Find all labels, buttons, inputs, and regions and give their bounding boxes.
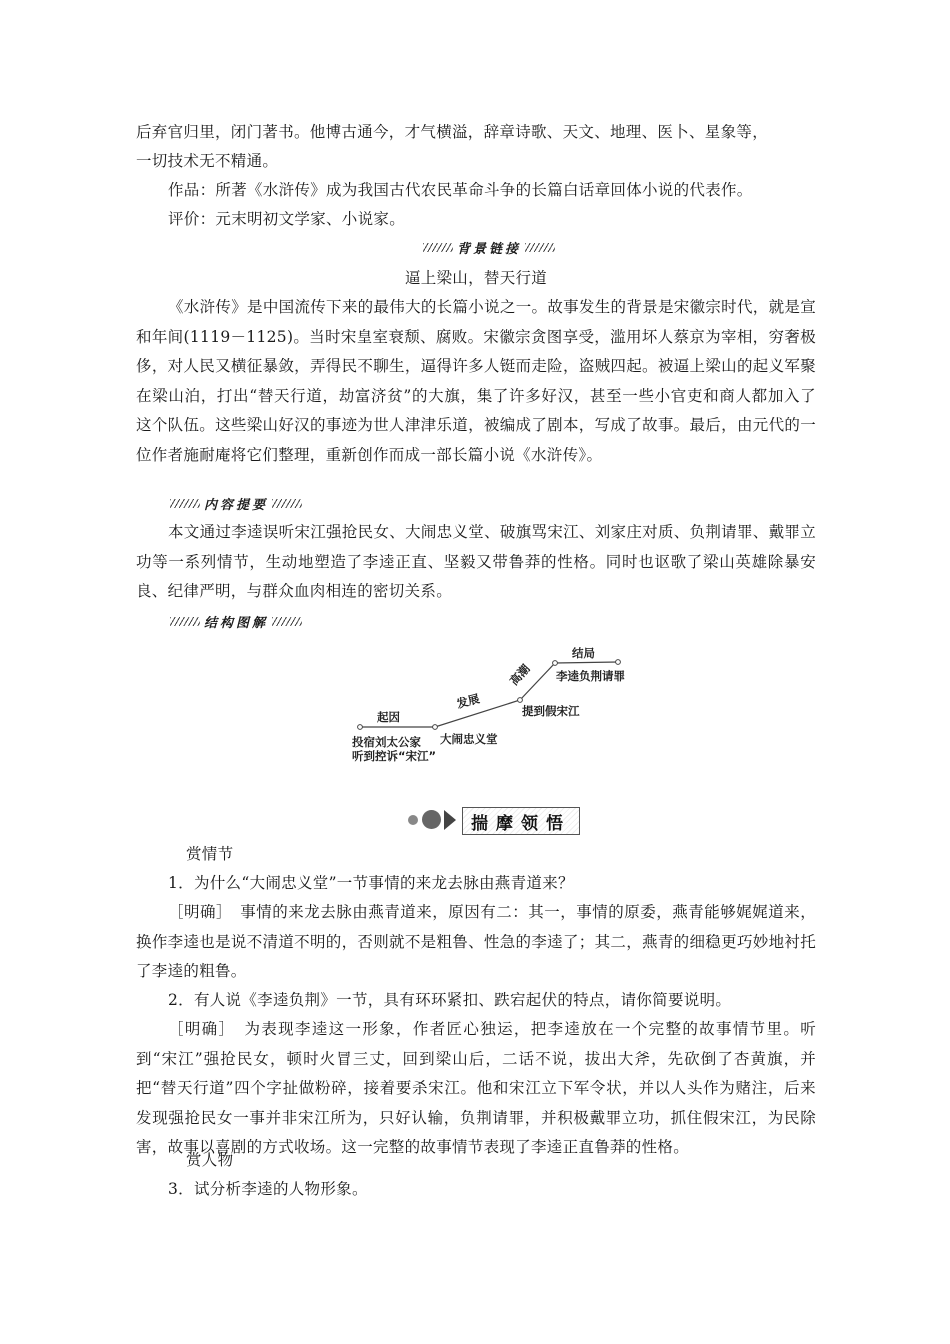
summary-heading bbox=[170, 494, 302, 513]
stage-ending-label: 结局 bbox=[572, 646, 595, 660]
evaluation-paragraph: 评价：元末明初文学家、小说家。 bbox=[168, 210, 406, 228]
summary-paragraph: 本文通过李逵误听宋江强抢民女、大闹忠义堂、破旗骂宋江、刘家庄对质、负荆请罪、戴罪立功等一系列情节，生动地塑造了李逵正直、坚毅又带鲁莽的性格。同时也讴歌了梁山英雄除暴安良、纪律严明，与群众血肉相连的密切关系。 bbox=[136, 523, 816, 600]
event-cause-line1: 投宿刘太公家 bbox=[352, 735, 421, 749]
hatch-decoration-icon bbox=[423, 243, 453, 252]
question-2: 2．有人说《李逵负荆》一节，具有环环紧扣、跌宕起伏的特点，请你简要说明。 bbox=[168, 991, 732, 1009]
hatch-decoration-icon bbox=[272, 499, 302, 508]
node-develop bbox=[518, 698, 523, 703]
hatch-decoration-icon bbox=[170, 499, 200, 508]
structure-diagram bbox=[340, 640, 660, 770]
arrow-right-icon bbox=[444, 810, 456, 830]
background-heading-text: 背景链接 bbox=[457, 242, 522, 257]
answer-2: ［明确］ 为表现李逵这一形象，作者匠心独运，把李逵放在一个完整的故事情节里。听到“宋江”强抢民女，顿时火冒三丈，回到梁山后，二话不说，拔出大斧，先砍倒了杏黄旗，并把“替天行道”四个字扯做粉碎，接着要杀宋江。他和宋江立下军令状，并以人头作为赌注，后来发现强抢民女一事并非宋江所为，只好认输，负荆请罪，并积极戴罪立功，抓住假宋江，为民除害，故事以喜剧的方式收场。这一完整的故事情节表现了李逵正直鲁莽的性格。 bbox=[136, 1020, 816, 1156]
hatch-decoration-icon bbox=[170, 617, 200, 626]
hatch-decoration-icon bbox=[525, 243, 555, 252]
structure-heading bbox=[170, 612, 302, 631]
question-3: 3．试分析李逵的人物形象。 bbox=[168, 1180, 368, 1198]
answer-1: ［明确］ 事情的来龙去脉由燕青道来，原因有二：其一，事情的原委，燕青能够娓娓道来，换作李逵也是说不清道不明的，否则就不是粗鲁、性急的李逵了；其二，燕青的细稳更巧妙地衬托了李逵的粗鲁。 bbox=[136, 903, 816, 980]
subheading-plot: 赏情节 bbox=[186, 845, 234, 863]
event-develop: 大闹忠义堂 bbox=[440, 732, 498, 746]
node-cause bbox=[433, 725, 438, 730]
dot-small-icon bbox=[408, 815, 418, 825]
summary-heading-text: 内容提要 bbox=[204, 498, 269, 513]
works-paragraph: 作品：所著《水浒传》成为我国古代农民革命斗争的长篇白话章回体小说的代表作。 bbox=[168, 181, 753, 199]
stage-develop-label: 发展 bbox=[455, 691, 481, 711]
section-banner bbox=[408, 803, 588, 837]
event-ending: 李逵负荆请罪 bbox=[556, 669, 625, 683]
section-banner-title: 揣摩领悟 bbox=[462, 807, 580, 835]
background-paragraph: 《水浒传》是中国流传下来的最伟大的长篇小说之一。故事发生的背景是宋徽宗时代，就是宣和年间(1119－1125)。当时宋皇室衰颓、腐败。宋徽宗贪图享受，滥用坏人蔡京为宰相，穷奢极侈，对人民又横征暴敛，弄得民不聊生，逼得许多人铤而走险，盗贼四起。被逼上梁山的起义军聚在梁山泊，打出“替天行道，劫富济贫”的大旗，集了许多好汉，甚至一些小官吏和商人都加入了这个队伍。这些梁山好汉的事迹为世人津津乐道，被编成了剧本，写成了故事。最后，由元代的一位作者施耐庵将它们整理，重新创作而成一部长篇小说《水浒传》。 bbox=[136, 298, 816, 464]
background-title: 逼上梁山，替天行道 bbox=[404, 269, 548, 287]
event-cause-line2: 听到控诉“宋江” bbox=[352, 749, 437, 763]
node-end bbox=[616, 660, 621, 665]
node-climax bbox=[553, 661, 558, 666]
node-start bbox=[358, 725, 363, 730]
intro-line-2: 一切技术无不精通。 bbox=[136, 152, 279, 170]
structure-heading-text: 结构图解 bbox=[204, 616, 269, 631]
subheading-character: 赏人物 bbox=[186, 1151, 234, 1169]
background-heading bbox=[423, 238, 555, 257]
stage-climax-label: 高潮 bbox=[506, 661, 533, 689]
hatch-decoration-icon bbox=[272, 617, 302, 626]
stage-cause-label: 起因 bbox=[377, 710, 400, 724]
intro-line-1: 后弃官归里，闭门著书。他博古通今，才气横溢，辞章诗歌、天文、地理、医卜、星象等， bbox=[136, 123, 769, 141]
dot-large-icon bbox=[422, 810, 441, 829]
event-climax: 提到假宋江 bbox=[522, 704, 580, 718]
question-1: 1．为什么“大闹忠义堂”一节事情的来龙去脉由燕青道来？ bbox=[168, 874, 574, 892]
